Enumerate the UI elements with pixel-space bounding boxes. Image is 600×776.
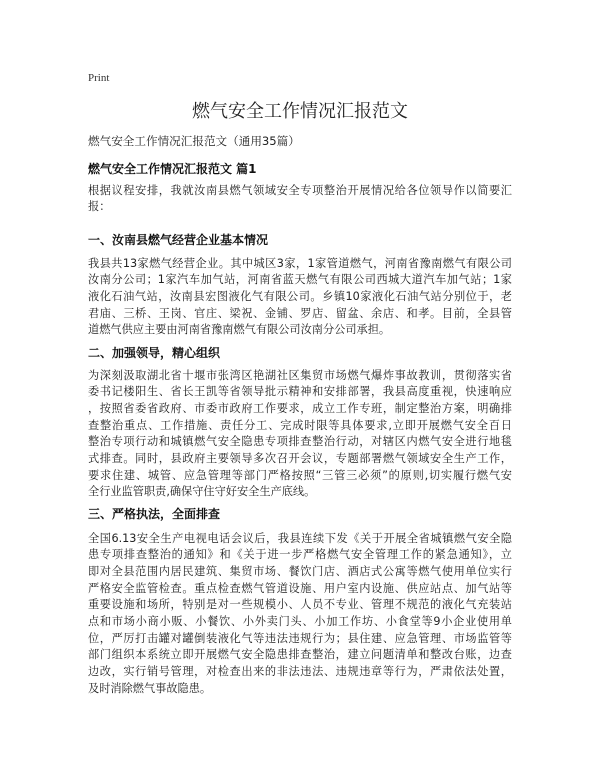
paragraph-line: 报：: [88, 200, 111, 214]
paragraph-line: 君庙、三桥、王岗、官庄、梁祝、金铺、罗店、留盆、余店、和孝。目前，全县管: [88, 306, 512, 320]
document-title: 燃气安全工作情况汇报范文: [192, 101, 408, 122]
paragraph-line: 汝南分公司；1家汽车加气站，河南省蓝天燃气有限公司西城大道汽车加气站；1家: [88, 273, 512, 287]
paragraph-line: 根据议程安排，我就汝南县燃气领域安全专项整治开展情况给各位领导作以简要汇: [88, 183, 512, 197]
paragraph-line: 为深刻汲取湖北省十堰市张湾区艳湖社区集贸市场燃气爆炸事故教训，贯彻落实省: [88, 368, 512, 382]
section-heading: 一、汝南县燃气经营企业基本情况: [88, 232, 269, 247]
paragraph-line: 我县共13家燃气经营企业。其中城区3家，1家管道燃气，河南省豫南燃气有限公司: [88, 256, 512, 270]
paragraph-line: 全国6.13安全生产电视电话会议后，我县连续下发《关于开展全省城镇燃气安全隐: [88, 531, 512, 545]
paragraph-line: 全行业监管职责,确保守住守好安全生产底线。: [88, 485, 316, 499]
paragraph-line: 液化石油气站，汝南县宏图液化气有限公司。乡镇10家液化石油气站分别位于，老: [88, 289, 512, 303]
paragraph-line: 整治专项行动和城镇燃气安全隐患专项排查整治行动，对辖区内燃气安全进行地毯: [88, 435, 512, 449]
paragraph-line: 边改，实行销号管理，对检查出来的非法违法、违规违章等行为，严肃依法处置，: [88, 665, 512, 679]
paragraph-line: 严格安全监管检查。重点检查燃气管道设施、用户室内设施、供应站点、加气站等: [88, 581, 512, 595]
paragraph-line: 要求住建、城管、应急管理等部门严格按照“三管三必须”的原则,切实履行燃气安: [88, 468, 512, 482]
article-heading: 燃气安全工作情况汇报范文 篇1: [88, 162, 257, 176]
intro-paragraph: [88, 183, 512, 216]
section-paragraph: [88, 531, 512, 698]
paragraph-line: 患专项排查整治的通知》和《关于进一步严格燃气安全管理工作的紧急通知》，立: [88, 548, 512, 562]
section-paragraph: [88, 368, 512, 502]
paragraph-line: 部门组织本系统立即开展燃气安全隐患排查整治，建立问题清单和整改台账，边查: [88, 648, 512, 662]
paragraph-line: 重要设施和场所，特别是对一些规模小、人员不专业、管理不规范的液化气充装站: [88, 598, 512, 612]
section-heading: 二、加强领导，精心组织: [88, 345, 221, 360]
paragraph-line: 委书记楼阳生、省长王凯等省领导批示精神和安排部署，我县高度重视，快速响应: [88, 385, 512, 399]
paragraph-line: ，按照省委省政府、市委市政府工作要求，成立工作专班，制定整治方案，明确排: [88, 401, 512, 415]
paragraph-line: 及时消除燃气事故隐患。: [88, 681, 212, 695]
document-subtitle: 燃气安全工作情况汇报范文（通用35篇）: [88, 134, 300, 148]
paragraph-line: 即对全县范围内居民建筑、集贸市场、餐饮门店、酒店式公寓等燃气使用单位实行: [88, 564, 512, 578]
section-paragraph: [88, 256, 512, 339]
print-link[interactable]: Print: [88, 72, 110, 84]
paragraph-line: 道燃气供应主要由河南省豫南燃气有限公司汝南分公司承担。: [88, 323, 391, 337]
paragraph-line: 位，严厉打击罐对罐倒装液化气等违法违规行为；县住建、应急管理、市场监管等: [88, 631, 512, 645]
paragraph-line: 点和市场小商小贩、小餐饮、小外卖门头、小加工作坊、小食堂等9小企业使用单: [88, 615, 512, 629]
section-heading: 三、严格执法，全面排查: [88, 506, 221, 521]
paragraph-line: 式排查。同时，县政府主要领导多次召开会议，专题部署燃气领域安全生产工作，: [88, 452, 512, 466]
paragraph-line: 查整治重点、工作措施、责任分工、完成时限等具体要求,立即开展燃气安全百日: [88, 418, 512, 432]
